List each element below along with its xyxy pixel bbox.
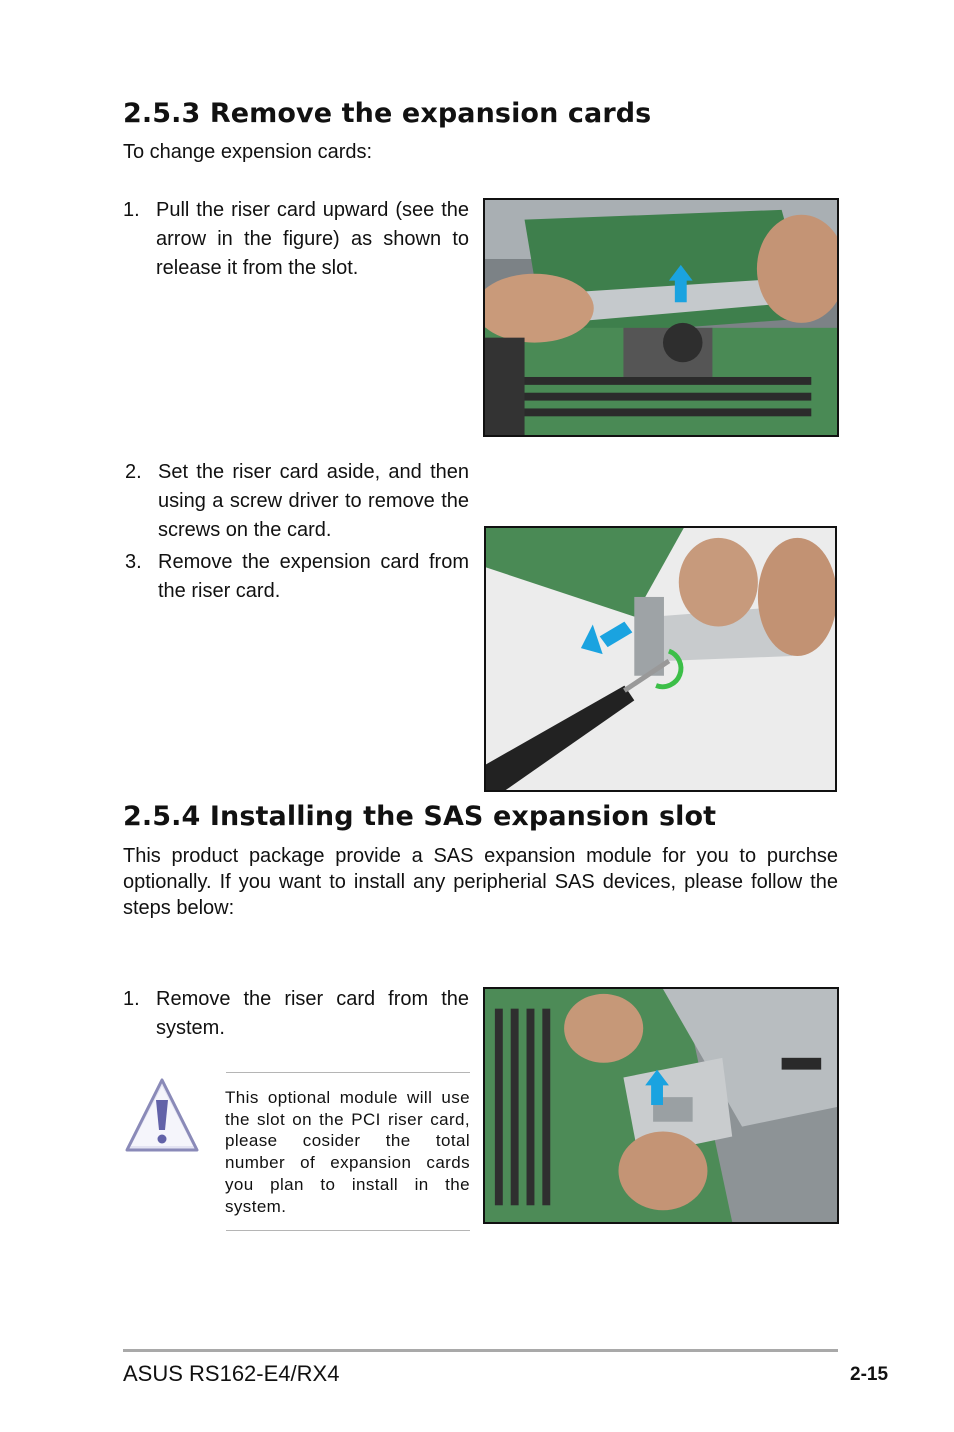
step-text: Remove the expension card from the riser card. [158,551,469,602]
page-number: 2-15 [850,1364,889,1385]
photo-remove-screws [484,526,837,792]
step-number: 1. [123,199,140,221]
warning-icon [123,1076,201,1154]
section-intro: To change expension cards: [123,141,373,163]
note-text: This optional module will use the slot on the PCI riser card, please cosider the total number of expansion cards you plan to install in the system. [225,1088,470,1216]
section-heading-2-5-4: 2.5.4 Installing the SAS expansion slot [123,801,717,832]
section-heading-2-5-3: 2.5.3 Remove the expansion cards [123,98,652,129]
step-text: Set the riser card aside, and then using a screw driver to remove the screws on the card. [158,461,469,541]
step-item [125,458,469,545]
step-item [123,196,469,283]
step-number: 1. [123,988,140,1010]
step-item [123,985,469,1043]
footer-product-name: ASUS RS162-E4/RX4 [123,1361,340,1386]
section-intro: This product package provide a SAS expansion module for you to purchse optionally. If you want to install any peripherial SAS devices, please follow the steps below: [123,845,838,919]
footer-rule [123,1349,838,1352]
step-number: 2. [125,461,142,483]
photo-riser-card-lift [483,198,839,437]
note-top-rule [226,1072,470,1073]
step-text: Pull the riser card upward (see the arrow in the figure) as shown to release it from the slot. [156,199,469,279]
step-text: Remove the riser card from the system. [156,988,469,1039]
step-item [125,548,469,606]
note-bottom-rule [226,1230,470,1231]
photo-remove-riser-card [483,987,839,1224]
step-number: 3. [125,551,142,573]
